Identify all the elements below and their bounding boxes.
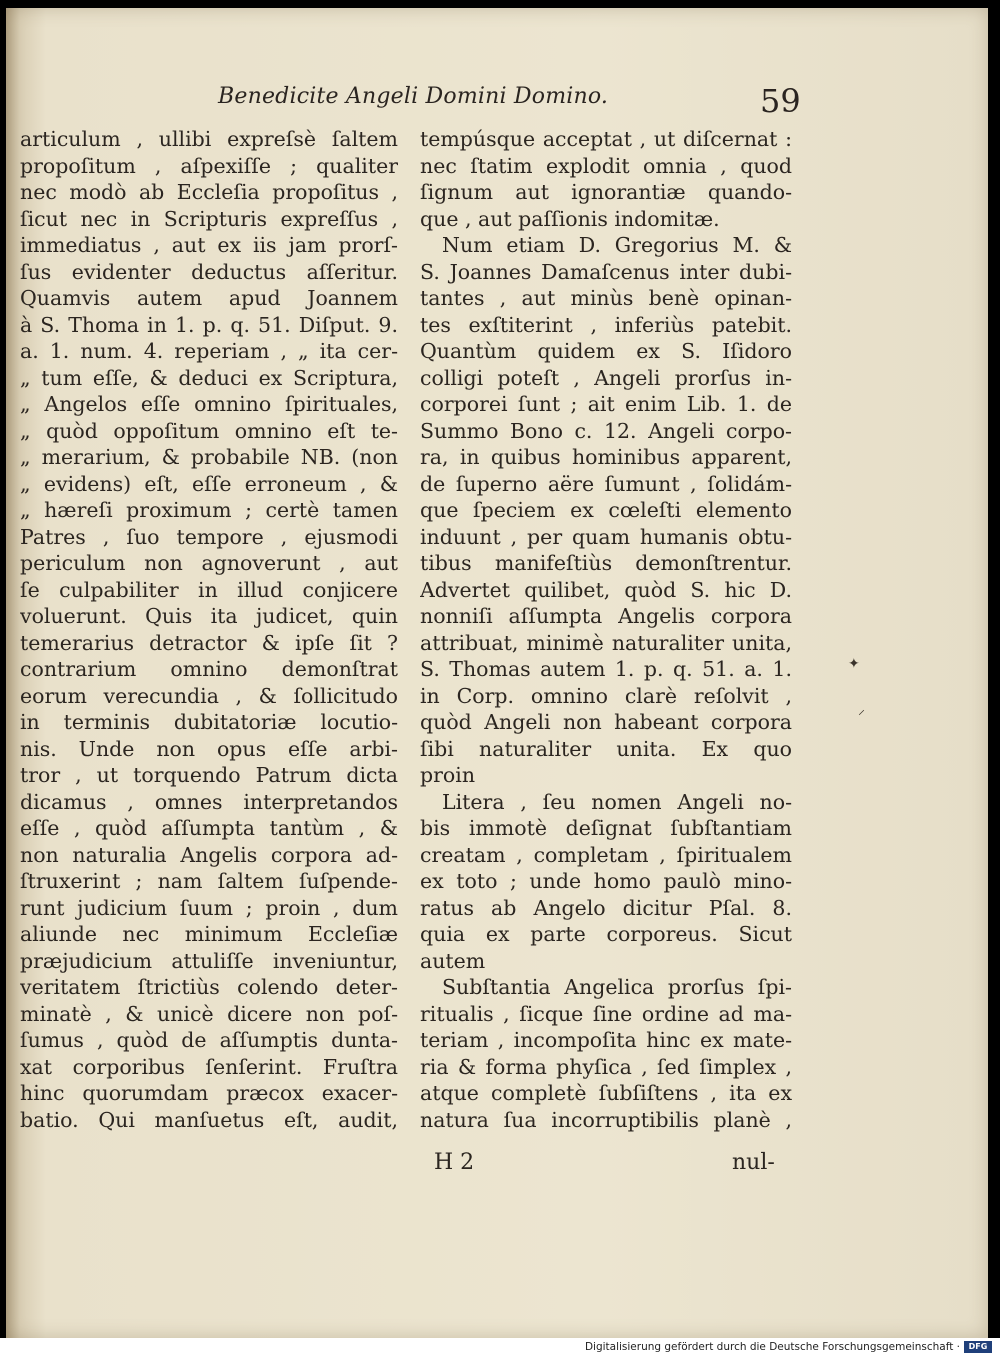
running-title: Benedicite Angeli Domini Domino. xyxy=(218,84,609,109)
signature-mark: H 2 xyxy=(434,1150,475,1175)
text-line: natura ſua incorruptibilis planè , xyxy=(420,1107,792,1132)
text-line: teriam , incompoſita hinc ex mate- xyxy=(420,1028,792,1052)
text-line: „ Angelos eſſe omnino ſpirituales, xyxy=(20,392,398,416)
right-text-column xyxy=(420,126,792,1133)
text-line: minatè , & unicè dicere non poſ- xyxy=(20,1001,398,1026)
text-line: nis. Unde non opus eſſe arbi- xyxy=(20,736,398,761)
text-line: „ hæreſi proximum ; certè tamen xyxy=(20,498,398,522)
text-line: autem xyxy=(420,948,486,973)
text-line: ria & forma phyſica , ſed ſimplex , xyxy=(420,1054,792,1079)
text-line: ſibi naturaliter unita. Ex quo xyxy=(420,736,792,761)
text-line: præjudicium attuliſſe inveniuntur, xyxy=(20,948,398,973)
text-line: runt judicium ſuum ; proin , dum xyxy=(20,895,398,920)
text-line: tantes , aut minùs benè opinan- xyxy=(420,286,792,310)
text-line: quòd Angeli non habeant corpora xyxy=(420,710,792,734)
text-line: temerarius detractor & ipſe ſit ? xyxy=(20,630,398,655)
text-line: periculum non agnoverunt , aut xyxy=(20,551,398,575)
text-line: ſus evidenter deductus aſſeritur. xyxy=(20,259,398,284)
text-line: xat corporibus ſenſerint. Fruſtra xyxy=(20,1054,398,1079)
text-line: que , aut paſſionis indomitæ. xyxy=(420,206,720,231)
page-number: 59 xyxy=(760,82,801,120)
text-line: nec ſtatim explodit omnia , quod xyxy=(420,153,792,178)
text-line: S. Thomas autem 1. p. q. 51. a. 1. xyxy=(420,657,792,681)
text-line: contrarium omnino demonſtrat xyxy=(20,657,398,681)
text-line: in Corp. omnino clarè reſolvit , xyxy=(420,683,792,708)
text-line: proin xyxy=(420,763,476,787)
text-line: dicamus , omnes interpretandos xyxy=(20,789,398,814)
text-line: „ tum eſſe, & deduci ex Scriptura, xyxy=(20,365,398,390)
text-line: tempúsque acceptat , ut diſcernat : xyxy=(420,127,792,151)
text-line: articulum , ullibi expreſsè ſaltem xyxy=(20,127,398,151)
text-line: ſtruxerint ; nam ſaltem ſuſpende- xyxy=(20,869,398,893)
text-line: Advertet quilibet, quòd S. hic D. xyxy=(420,577,792,602)
footer-bar xyxy=(0,1338,1000,1356)
text-line: S. Joannes Damaſcenus inter dubi- xyxy=(420,259,792,284)
text-line: non naturalia Angelis corpora ad- xyxy=(20,842,398,867)
left-text-column xyxy=(20,126,398,1133)
dfg-logo: DFG xyxy=(964,1341,992,1353)
text-line: à S. Thoma in 1. p. q. 51. Diſput. 9. xyxy=(20,312,398,337)
catchword: nul- xyxy=(732,1150,775,1175)
text-line: immediatus , aut ex iis jam prorſ- xyxy=(20,233,398,257)
text-line: propoſitum , aſpexiſſe ; qualiter xyxy=(20,153,398,178)
text-line: corporei ſunt ; ait enim Lib. 1. de xyxy=(420,392,792,416)
text-line: eorum verecundia , & ſollicitudo xyxy=(20,683,398,708)
text-line: attribuat, minimè naturaliter unita, xyxy=(420,630,792,655)
footer-credit: Digitalisierung gefördert durch die Deutsche Forschungsgemeinschaft · xyxy=(584,1341,960,1353)
text-line: atque completè ſubſiſtens , ita ex xyxy=(420,1081,792,1105)
text-line: ſicut nec in Scripturis expreſſus , xyxy=(20,206,398,231)
text-line: a. 1. num. 4. reperiam , „ ita cer- xyxy=(20,339,398,363)
text-line: Patres , ſuo tempore , ejusmodi xyxy=(20,524,398,549)
text-line: „ evidens) eſt, eſſe erroneum , & xyxy=(20,471,398,496)
text-line: hinc quorumdam præcox exacer- xyxy=(20,1081,398,1105)
text-line: Quantùm quidem ex S. Iſidoro xyxy=(420,339,792,363)
text-line: Summo Bono c. 12. Angeli corpo- xyxy=(420,418,792,443)
text-line: tibus manifeſtiùs demonſtrentur. xyxy=(420,551,792,575)
text-line: quia ex parte corporeus. Sicut xyxy=(420,922,792,946)
text-line: creatam , completam , ſpiritualem xyxy=(420,842,792,867)
text-line: voluerunt. Quis ita judicet, quin xyxy=(20,604,398,628)
text-line: tror , ut torquendo Patrum dicta xyxy=(20,763,398,787)
text-line: veritatem ſtrictiùs colendo deter- xyxy=(20,975,398,999)
text-line: ſignum aut ignorantiæ quando- xyxy=(420,180,792,204)
text-line: nonniſi aſſumpta Angelis corpora xyxy=(420,604,792,628)
text-line: que ſpeciem ex cœleſti elemento xyxy=(420,498,792,522)
text-line: ſe culpabiliter in illud conjicere xyxy=(20,577,398,602)
text-line: Num etiam D. Gregorius M. & xyxy=(442,233,792,257)
text-line: Quamvis autem apud Joannem xyxy=(20,286,398,310)
text-line: aliunde nec minimum Eccleſiæ xyxy=(20,922,398,946)
text-line: ex toto ; unde homo paulò mino- xyxy=(420,869,792,893)
margin-mark: ✦ xyxy=(848,656,860,672)
margin-mark: ⸝ xyxy=(858,702,865,718)
text-line: ra, in quibus hominibus apparent, xyxy=(420,445,792,469)
text-line: ritualis , ſicque ſine ordine ad ma- xyxy=(420,1001,792,1026)
text-line: „ merarium, & probabile NB. (non xyxy=(20,445,398,469)
text-line: Subſtantia Angelica prorſus ſpi- xyxy=(442,975,792,999)
text-line: in terminis dubitatoriæ locutio- xyxy=(20,710,398,734)
text-line: batio. Qui manſuetus eſt, audit, xyxy=(20,1107,398,1132)
text-line: „ quòd oppoſitum omnino eſt te- xyxy=(20,418,398,443)
text-line: de ſuperno aëre ſumunt , ſolidám- xyxy=(420,471,792,496)
text-line: tes exſtiterint , inferiùs patebit. xyxy=(420,312,792,337)
text-line: ratus ab Angelo dicitur Pſal. 8. xyxy=(420,895,792,920)
text-line: eſſe , quòd aſſumpta tantùm , & xyxy=(20,816,398,840)
text-line: induunt , per quam humanis obtu- xyxy=(420,524,792,549)
text-line: nec modò ab Eccleſia propoſitus , xyxy=(20,180,398,204)
text-line: bis immotè deſignat ſubſtantiam xyxy=(420,816,792,840)
text-line: Litera , ſeu nomen Angeli no- xyxy=(442,789,792,814)
text-line: colligi poteſt , Angeli prorſus in- xyxy=(420,365,792,390)
text-line: ſumus , quòd de aſſumptis dunta- xyxy=(20,1028,398,1052)
